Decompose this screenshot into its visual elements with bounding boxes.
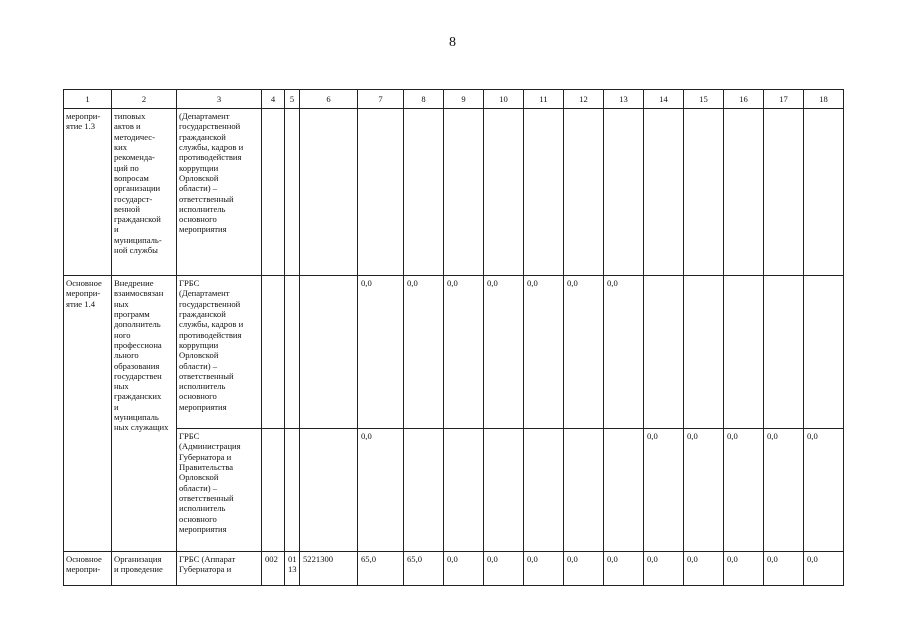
value-cell	[764, 276, 804, 429]
header-cell: 16	[724, 90, 764, 109]
csr-cell: 5221300	[300, 552, 358, 586]
budget-table	[63, 89, 844, 586]
csr-cell	[300, 276, 358, 429]
value-cell: 65,0	[358, 552, 404, 586]
value-cell: 0,0	[604, 552, 644, 586]
value-cell	[404, 109, 444, 276]
value-cell	[524, 429, 564, 552]
event-number-cell: меропри- ятие 1.3	[64, 109, 112, 276]
value-cell	[604, 109, 644, 276]
executor-cell: ГРБС (Департамент государственной гражданской службы, кадров и противодействия коррупции Орловской области) – ответственный исполнитель основного мероприятия	[177, 276, 262, 429]
value-cell	[604, 429, 644, 552]
value-cell: 0,0	[524, 552, 564, 586]
event-number-cell: Основное меропри- ятие 1.4	[64, 276, 112, 552]
table-row	[64, 552, 844, 586]
value-cell	[358, 109, 404, 276]
grbs-cell: 002	[262, 552, 285, 586]
value-cell: 0,0	[564, 552, 604, 586]
header-cell: 13	[604, 90, 644, 109]
value-cell: 0,0	[524, 276, 564, 429]
value-cell	[404, 429, 444, 552]
rzpr-cell	[285, 429, 300, 552]
header-row	[64, 90, 844, 109]
header-cell: 9	[444, 90, 484, 109]
header-cell: 14	[644, 90, 684, 109]
value-cell	[444, 109, 484, 276]
header-cell: 7	[358, 90, 404, 109]
value-cell: 65,0	[404, 552, 444, 586]
table-row	[64, 429, 844, 552]
rzpr-cell: 01 13	[285, 552, 300, 586]
value-cell	[684, 276, 724, 429]
value-cell: 0,0	[444, 276, 484, 429]
value-cell: 0,0	[358, 276, 404, 429]
header-cell: 2	[112, 90, 177, 109]
rzpr-cell	[285, 109, 300, 276]
value-cell	[444, 429, 484, 552]
executor-cell: ГРБС (Аппарат Губернатора и	[177, 552, 262, 586]
value-cell: 0,0	[444, 552, 484, 586]
header-cell: 17	[764, 90, 804, 109]
grbs-cell	[262, 429, 285, 552]
value-cell	[644, 109, 684, 276]
header-cell: 1	[64, 90, 112, 109]
value-cell: 0,0	[564, 276, 604, 429]
header-cell: 6	[300, 90, 358, 109]
event-number-cell: Основное меропри-	[64, 552, 112, 586]
value-cell: 0,0	[724, 552, 764, 586]
csr-cell	[300, 429, 358, 552]
value-cell	[724, 276, 764, 429]
value-cell	[484, 109, 524, 276]
header-cell: 4	[262, 90, 285, 109]
value-cell	[724, 109, 764, 276]
value-cell: 0,0	[684, 429, 724, 552]
value-cell: 0,0	[404, 276, 444, 429]
table-row	[64, 109, 844, 276]
value-cell	[684, 109, 724, 276]
rzpr-cell	[285, 276, 300, 429]
page-number: 8	[449, 35, 456, 50]
value-cell	[524, 109, 564, 276]
value-cell	[564, 429, 604, 552]
header-cell: 11	[524, 90, 564, 109]
value-cell	[764, 109, 804, 276]
event-name-cell: Организация и проведение	[112, 552, 177, 586]
value-cell: 0,0	[358, 429, 404, 552]
header-cell: 15	[684, 90, 724, 109]
value-cell	[484, 429, 524, 552]
value-cell: 0,0	[804, 552, 844, 586]
grbs-cell	[262, 109, 285, 276]
executor-cell: ГРБС (Администрация Губернатора и Правительства Орловской области) – ответственный исполнитель основного мероприятия	[177, 429, 262, 552]
value-cell	[644, 276, 684, 429]
value-cell: 0,0	[804, 429, 844, 552]
value-cell	[804, 109, 844, 276]
value-cell: 0,0	[724, 429, 764, 552]
value-cell	[564, 109, 604, 276]
csr-cell	[300, 109, 358, 276]
value-cell	[804, 276, 844, 429]
header-cell: 12	[564, 90, 604, 109]
header-cell: 5	[285, 90, 300, 109]
executor-cell: (Департамент государственной гражданской службы, кадров и противодействия коррупции Орловской области) – ответственный исполнитель основного мероприятия	[177, 109, 262, 276]
value-cell: 0,0	[484, 552, 524, 586]
event-name-cell: Внедрение взаимосвязан ных программ дополнитель ного профессиона льного образования государствен ных гражданских и муниципаль ных служащих	[112, 276, 177, 552]
value-cell: 0,0	[684, 552, 724, 586]
event-name-cell: типовых актов и методичес- ких рекоменда- ций по вопросам организации государст- венной гражданской и муниципаль- ной службы	[112, 109, 177, 276]
header-cell: 18	[804, 90, 844, 109]
header-cell: 8	[404, 90, 444, 109]
header-cell: 10	[484, 90, 524, 109]
value-cell: 0,0	[764, 552, 804, 586]
grbs-cell	[262, 276, 285, 429]
header-cell: 3	[177, 90, 262, 109]
value-cell: 0,0	[644, 429, 684, 552]
value-cell: 0,0	[484, 276, 524, 429]
table-row	[64, 276, 844, 429]
value-cell: 0,0	[764, 429, 804, 552]
value-cell: 0,0	[604, 276, 644, 429]
value-cell: 0,0	[644, 552, 684, 586]
